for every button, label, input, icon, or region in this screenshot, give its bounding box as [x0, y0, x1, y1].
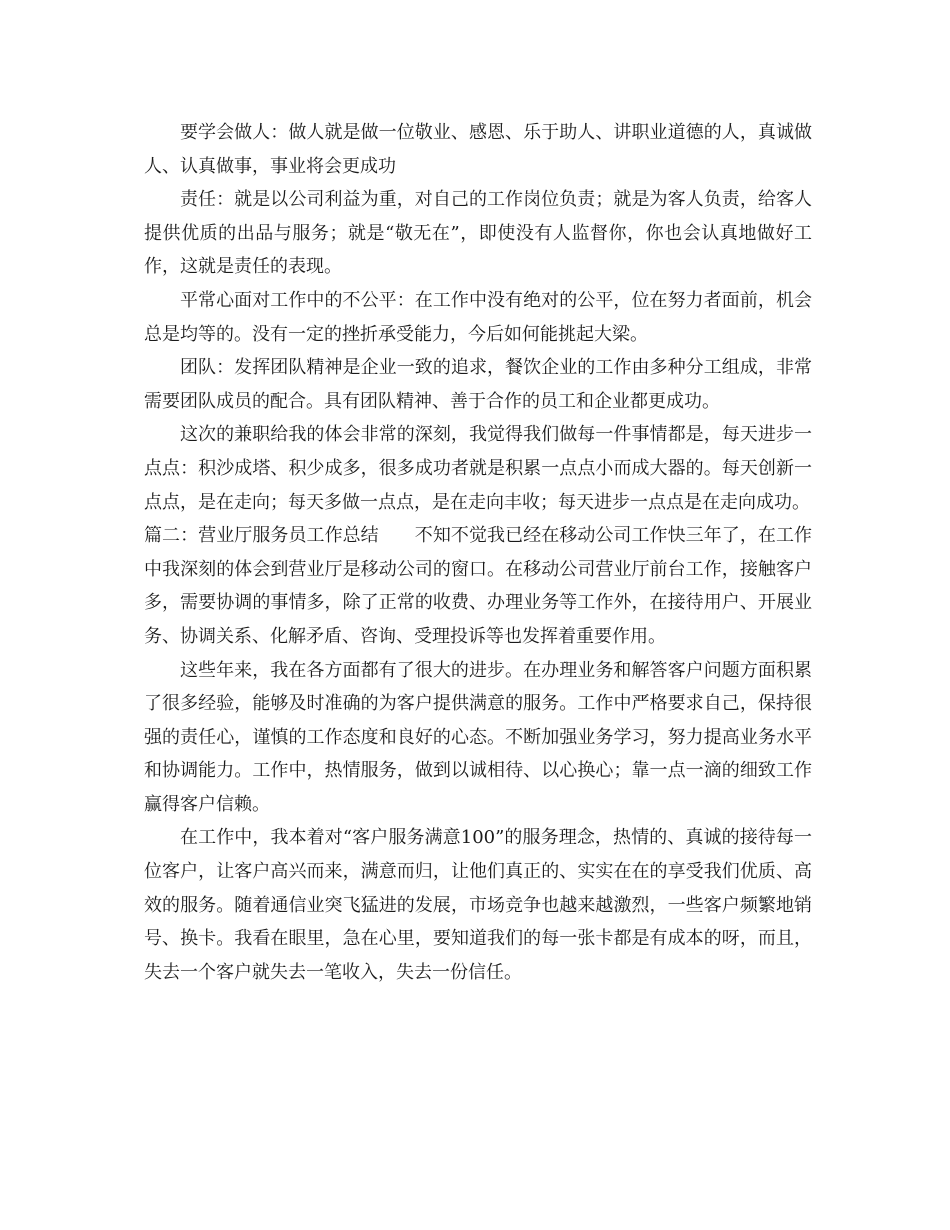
section-heading: 篇二：营业厅服务员工作总结: [144, 525, 379, 547]
paragraph: 责任：就是以公司利益为重，对自己的工作岗位负责；就是为客人负责，给客人提供优质的出品与服务；就是“敬无在”，即使没有人监督你，你也会认真地做好工作，这就是责任的表现。: [144, 189, 812, 278]
document-body: [144, 116, 812, 989]
paragraph: 在工作中，我本着对“客户服务满意100”的服务理念，热情的、真诚的接待每一位客户，让客户高兴而来，满意而归，让他们真正的、实实在在的享受我们优质、高效的服务。随着通信业突飞猛进的发展，市场竞争也越来越激烈，一些客户频繁地销号、换卡。我看在眼里，急在心里，要知道我们的每一张卡都是有成本的呀，而且，失去一个客户就失去一笔收入，失去一份信任。: [144, 827, 812, 983]
paragraph-text: 不知不觉我已经在移动公司工作快三年了，在工作中我深刻的体会到营业厅是移动公司的窗口。在移动公司营业厅前台工作，接触客户多，需要协调的事情多，除了正常的收费、办理业务等工作外，在接待用户、开展业务、协调关系、化解矛盾、咨询、受理投诉等也发挥着重要作用。: [144, 525, 813, 647]
paragraph: 这些年来，我在各方面都有了很大的进步。在办理业务和解答客户问题方面积累了很多经验，能够及时准确的为客户提供满意的服务。工作中严格要求自己，保持很强的责任心，谨慎的工作态度和良好的心态。不断加强业务学习，努力提高业务水平和协调能力。工作中，热情服务，做到以诚相待、以心换心；靠一点一滴的细致工作赢得客户信赖。: [144, 659, 812, 815]
paragraph: 平常心面对工作中的不公平：在工作中没有绝对的公平，位在努力者面前，机会总是均等的。没有一定的挫折承受能力，今后如何能挑起大梁。: [144, 289, 812, 345]
paragraph: 要学会做人：做人就是做一位敬业、感恩、乐于助人、讲职业道德的人，真诚做人、认真做事，事业将会更成功: [144, 122, 812, 177]
paragraph: 团队：发挥团队精神是企业一致的追求，餐饮企业的工作由多种分工组成，非常需要团队成员的配合。具有团队精神、善于合作的员工和企业都更成功。: [144, 357, 812, 412]
paragraph-with-section-heading: [144, 519, 812, 653]
paragraph: 这次的兼职给我的体会非常的深刻，我觉得我们做每一件事情都是，每天进步一点点：积沙成塔、积少成多，很多成功者就是积累一点点小而成大器的。每天创新一点点，是在走向；每天多做一点点，是在走向丰收；每天进步一点点是在走向成功。: [144, 424, 812, 513]
